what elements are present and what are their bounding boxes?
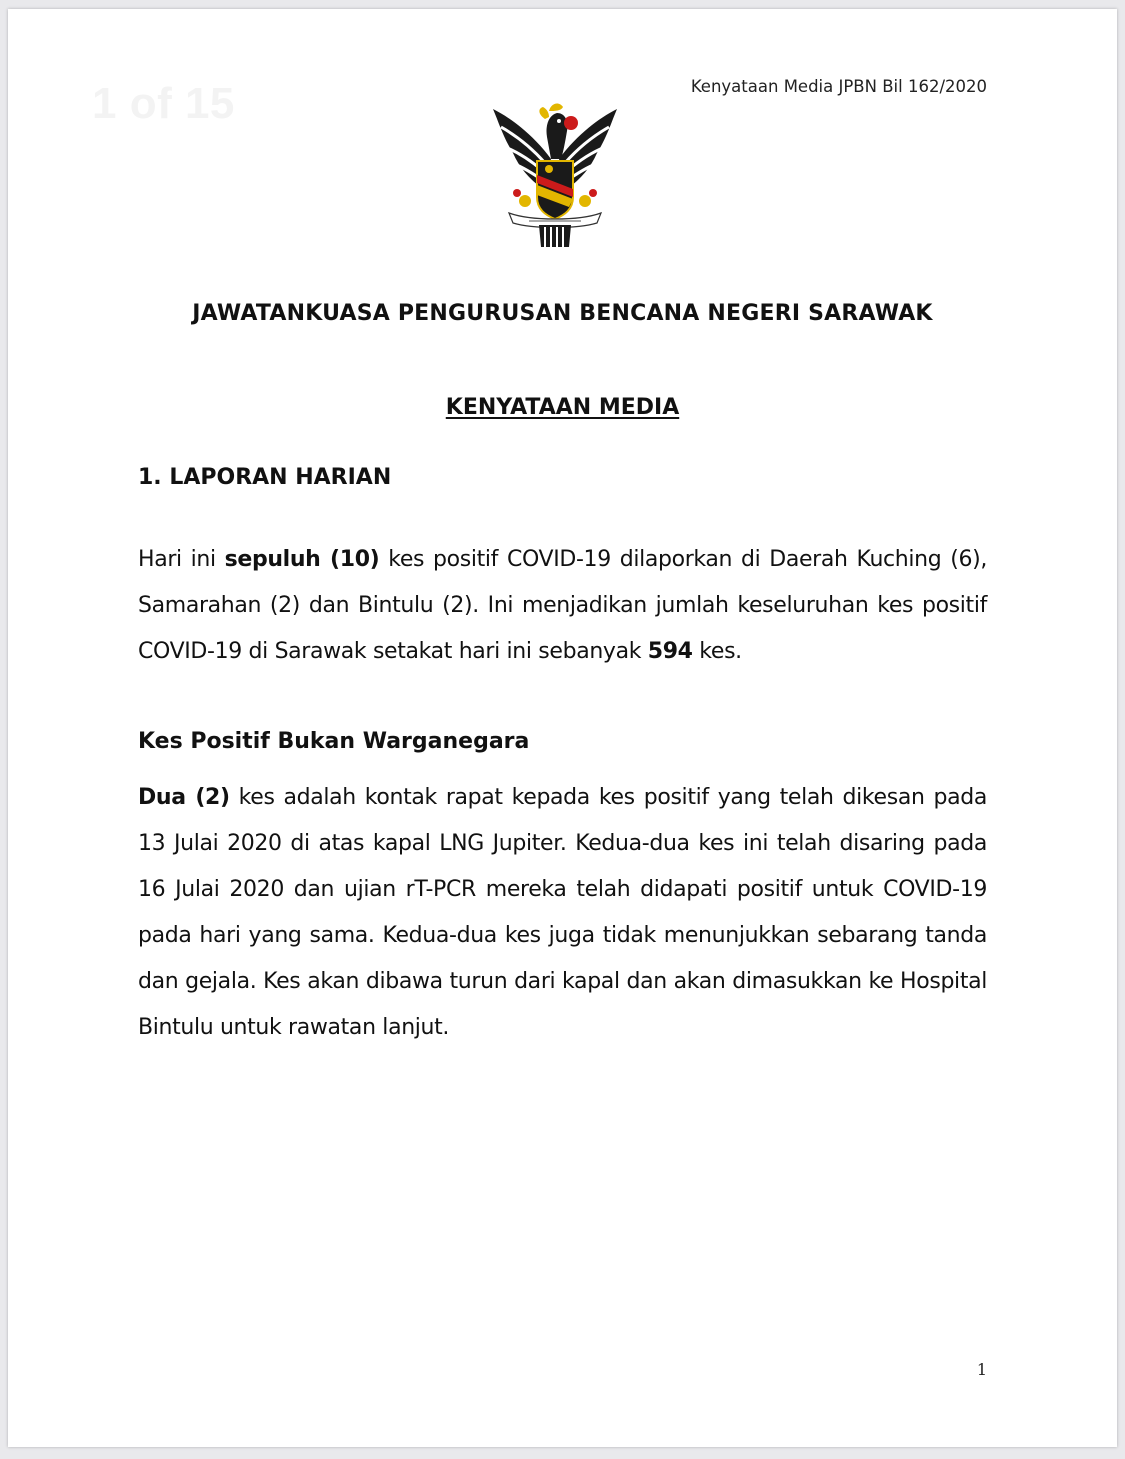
non-citizen-count: Dua (2) bbox=[138, 785, 230, 810]
new-cases-count: sepuluh (10) bbox=[224, 547, 380, 572]
organization-title: JAWATANKUASA PENGURUSAN BENCANA NEGERI SARAWAK bbox=[192, 301, 933, 326]
daily-report-paragraph: Hari ini sepuluh (10) kes positif COVID-19 dilaporkan di Daerah Kuching (6), Samarahan (2) dan Bintulu (2). Ini menjadikan jumlah keseluruhan kes positif COVID-19 di Sarawak setakat hari ini sebanyak 594 kes. bbox=[138, 547, 987, 664]
non-citizen-paragraph: Dua (2) kes adalah kontak rapat kepada kes positif yang telah dikesan pada 13 Julai 2020 di atas kapal LNG Jupiter. Kedua-dua kes ini telah disaring pada 16 Julai 2020 dan ujian rT-PCR mereka telah didapati positif untuk COVID-19 pada hari yang sama. Kedua-dua kes juga tidak menunjukkan sebarang tanda dan gejala. Kes akan dibawa turun dari kapal dan akan dimasukkan ke Hospital Bintulu untuk rawatan lanjut. bbox=[138, 785, 987, 1040]
sarawak-coat-of-arms-icon bbox=[485, 97, 625, 249]
page-number: 1 bbox=[976, 1360, 987, 1379]
document-title: KENYATAAN MEDIA bbox=[445, 395, 680, 420]
total-cases-count: 594 bbox=[647, 639, 693, 664]
section-heading: 1. LAPORAN HARIAN bbox=[138, 465, 392, 490]
document-page bbox=[8, 9, 1117, 1447]
sub-heading: Kes Positif Bukan Warganegara bbox=[138, 729, 530, 754]
page-indicator: 1 of 15 bbox=[92, 79, 235, 128]
header-reference: Kenyataan Media JPBN Bil 162/2020 bbox=[690, 77, 987, 96]
